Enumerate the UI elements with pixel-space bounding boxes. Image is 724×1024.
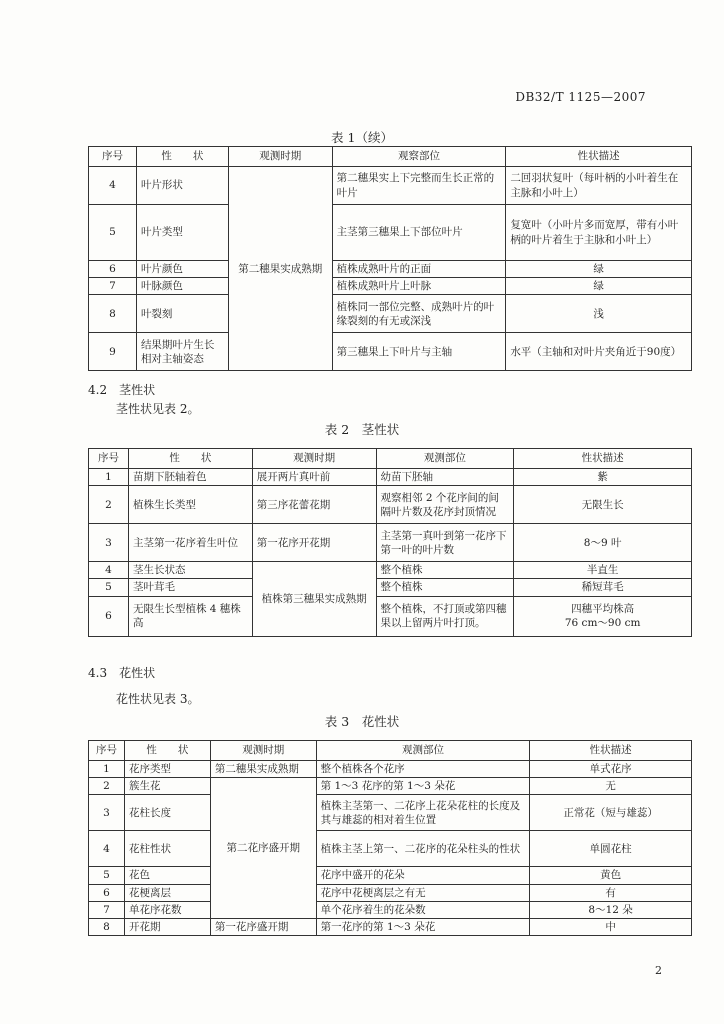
table-row — [89, 524, 692, 562]
cell-site: 第 1～3 花序的第 1～3 朵花 — [316, 778, 530, 795]
section-intro: 茎性状见表 2。 — [116, 402, 200, 416]
cell-site: 主茎第三穗果上下部位叶片 — [332, 205, 506, 261]
table-row — [89, 884, 692, 901]
cell-trait: 叶脉颜色 — [136, 278, 228, 295]
cell-trait: 结果期叶片生长相对主轴姿态 — [136, 333, 228, 371]
page-number: 2 — [655, 964, 662, 977]
cell-desc: 正常花（短与雄蕊） — [530, 795, 692, 831]
table-row — [89, 831, 692, 867]
desc-line: 四穗平均株高 — [571, 602, 635, 615]
table-header-row — [89, 147, 692, 167]
cell-trait: 花梗离层 — [124, 884, 210, 901]
table-row — [89, 918, 692, 935]
cell-desc: 二回羽状复叶（每叶柄的小叶着生在主脉和小叶上） — [506, 167, 692, 205]
cell-period: 第二穗果实成熟期 — [228, 167, 332, 371]
cell-desc: 中 — [530, 918, 692, 935]
cell-trait: 无限生长型植株 4 穗株高 — [128, 596, 252, 636]
table-row — [89, 579, 692, 596]
cell-period: 第二穗果实成熟期 — [210, 761, 316, 778]
cell-site: 植株成熟叶片上叶脉 — [332, 278, 506, 295]
col-header: 观测时期 — [252, 449, 376, 469]
cell-site: 整个植株，不打顶或第四穗果以上留两片叶打顶。 — [376, 596, 514, 636]
col-header: 观测部位 — [376, 449, 514, 469]
cell-desc: 浅 — [506, 295, 692, 333]
cell-no: 4 — [89, 831, 125, 867]
cell-no: 9 — [89, 333, 137, 371]
cell-site: 整个植株 — [376, 562, 514, 579]
table-row — [89, 261, 692, 278]
cell-desc: 8～9 叶 — [514, 524, 692, 562]
cell-period: 展开两片真叶前 — [252, 469, 376, 486]
col-header: 序号 — [89, 449, 129, 469]
table1 — [88, 146, 692, 371]
cell-period: 植株第三穗果实成熟期 — [252, 562, 376, 636]
cell-no: 8 — [89, 295, 137, 333]
cell-site: 花序中盛开的花朵 — [316, 867, 530, 884]
cell-site: 植株主茎上第一、二花序的花朵柱头的性状 — [316, 831, 530, 867]
cell-trait: 苗期下胚轴着色 — [128, 469, 252, 486]
table-row — [89, 295, 692, 333]
cell-site: 单个花序着生的花朵数 — [316, 901, 530, 918]
cell-site: 整个植株各个花序 — [316, 761, 530, 778]
cell-desc: 半直生 — [514, 562, 692, 579]
cell-desc — [514, 596, 692, 636]
cell-no: 6 — [89, 261, 137, 278]
cell-no: 4 — [89, 167, 137, 205]
desc-line: 76 cm～90 cm — [564, 617, 641, 630]
cell-site: 观察相邻 2 个花序间的间隔叶片数及花序封顶情况 — [376, 486, 514, 524]
cell-no: 7 — [89, 901, 125, 918]
cell-no: 5 — [89, 205, 137, 261]
col-header: 性 状 — [124, 741, 210, 761]
cell-trait: 主茎第一花序着生叶位 — [128, 524, 252, 562]
cell-no: 3 — [89, 524, 129, 562]
cell-no: 3 — [89, 795, 125, 831]
table-row — [89, 901, 692, 918]
cell-trait: 叶片形状 — [136, 167, 228, 205]
cell-trait: 簇生花 — [124, 778, 210, 795]
cell-desc: 绿 — [506, 278, 692, 295]
cell-no: 2 — [89, 486, 129, 524]
doc-code: DB32/T 1125—2007 — [515, 90, 646, 104]
cell-no: 8 — [89, 918, 125, 935]
col-header: 性状描述 — [514, 449, 692, 469]
cell-site: 第一花序的第 1～3 朵花 — [316, 918, 530, 935]
cell-period: 第三序花蕾花期 — [252, 486, 376, 524]
col-header: 性 状 — [128, 449, 252, 469]
table-row — [89, 469, 692, 486]
cell-period: 第一花序开花期 — [252, 524, 376, 562]
cell-site: 主茎第一真叶到第一花序下第一叶的叶片数 — [376, 524, 514, 562]
table-row — [89, 795, 692, 831]
cell-site: 植株主茎第一、二花序上花朵花柱的长度及其与雄蕊的相对着生位置 — [316, 795, 530, 831]
cell-no: 7 — [89, 278, 137, 295]
table3 — [88, 740, 692, 936]
cell-trait: 花色 — [124, 867, 210, 884]
cell-no: 5 — [89, 867, 125, 884]
table-row — [89, 778, 692, 795]
cell-site: 第三穗果上下叶片与主轴 — [332, 333, 506, 371]
cell-site: 花序中花梗离层之有无 — [316, 884, 530, 901]
table-row — [89, 761, 692, 778]
cell-desc: 无 — [530, 778, 692, 795]
cell-no: 2 — [89, 778, 125, 795]
table-header-row — [89, 741, 692, 761]
table-row — [89, 562, 692, 579]
table2 — [88, 448, 692, 637]
cell-desc: 复宽叶（小叶片多而宽厚，带有小叶柄的叶片着生于主脉和小叶上） — [506, 205, 692, 261]
col-header: 观测部位 — [316, 741, 530, 761]
cell-period: 第一花序盛开期 — [210, 918, 316, 935]
cell-site: 植株同一部位完整、成熟叶片的叶缘裂刻的有无或深浅 — [332, 295, 506, 333]
table-row — [89, 486, 692, 524]
table-row — [89, 867, 692, 884]
cell-trait: 茎叶茸毛 — [128, 579, 252, 596]
cell-trait: 花柱性状 — [124, 831, 210, 867]
col-header: 观测时期 — [228, 147, 332, 167]
table-row — [89, 167, 692, 205]
col-header: 性 状 — [136, 147, 228, 167]
cell-trait: 开花期 — [124, 918, 210, 935]
cell-no: 1 — [89, 761, 125, 778]
table-row — [89, 596, 692, 636]
cell-trait: 茎生长状态 — [128, 562, 252, 579]
col-header: 观察部位 — [332, 147, 506, 167]
cell-site: 第二穗果实上下完整而生长正常的叶片 — [332, 167, 506, 205]
table2-title: 表 2 茎性状 — [324, 422, 400, 437]
cell-site: 幼苗下胚轴 — [376, 469, 514, 486]
cell-no: 4 — [89, 562, 129, 579]
cell-trait: 花柱长度 — [124, 795, 210, 831]
cell-no: 5 — [89, 579, 129, 596]
cell-no: 1 — [89, 469, 129, 486]
col-header: 性状描述 — [506, 147, 692, 167]
cell-trait: 花序类型 — [124, 761, 210, 778]
cell-trait: 植株生长类型 — [128, 486, 252, 524]
cell-desc: 单圆花柱 — [530, 831, 692, 867]
cell-desc: 黄色 — [530, 867, 692, 884]
cell-desc: 无限生长 — [514, 486, 692, 524]
section-heading: 4.3 花性状 — [88, 666, 156, 680]
cell-trait: 单花序花数 — [124, 901, 210, 918]
cell-period: 第二花序盛开期 — [210, 778, 316, 919]
col-header: 观测时期 — [210, 741, 316, 761]
table-row — [89, 278, 692, 295]
table-row — [89, 205, 692, 261]
cell-trait: 叶裂刻 — [136, 295, 228, 333]
table3-title: 表 3 花性状 — [324, 714, 400, 729]
section-heading: 4.2 茎性状 — [88, 383, 156, 397]
cell-trait: 叶片类型 — [136, 205, 228, 261]
cell-desc: 紫 — [514, 469, 692, 486]
table-row — [89, 333, 692, 371]
cell-desc: 单式花序 — [530, 761, 692, 778]
cell-site: 整个植株 — [376, 579, 514, 596]
table1-title: 表 1（续） — [331, 130, 393, 145]
cell-desc: 绿 — [506, 261, 692, 278]
col-header: 性状描述 — [530, 741, 692, 761]
table-header-row — [89, 449, 692, 469]
cell-desc: 8～12 朵 — [530, 901, 692, 918]
cell-no: 6 — [89, 596, 129, 636]
cell-trait: 叶片颜色 — [136, 261, 228, 278]
cell-site: 植株成熟叶片的正面 — [332, 261, 506, 278]
cell-desc: 有 — [530, 884, 692, 901]
cell-desc: 稀短茸毛 — [514, 579, 692, 596]
cell-desc: 水平（主轴和对叶片夹角近于90度） — [506, 333, 692, 371]
col-header: 序号 — [89, 147, 137, 167]
section-intro: 花性状见表 3。 — [116, 692, 200, 706]
cell-no: 6 — [89, 884, 125, 901]
col-header: 序号 — [89, 741, 125, 761]
